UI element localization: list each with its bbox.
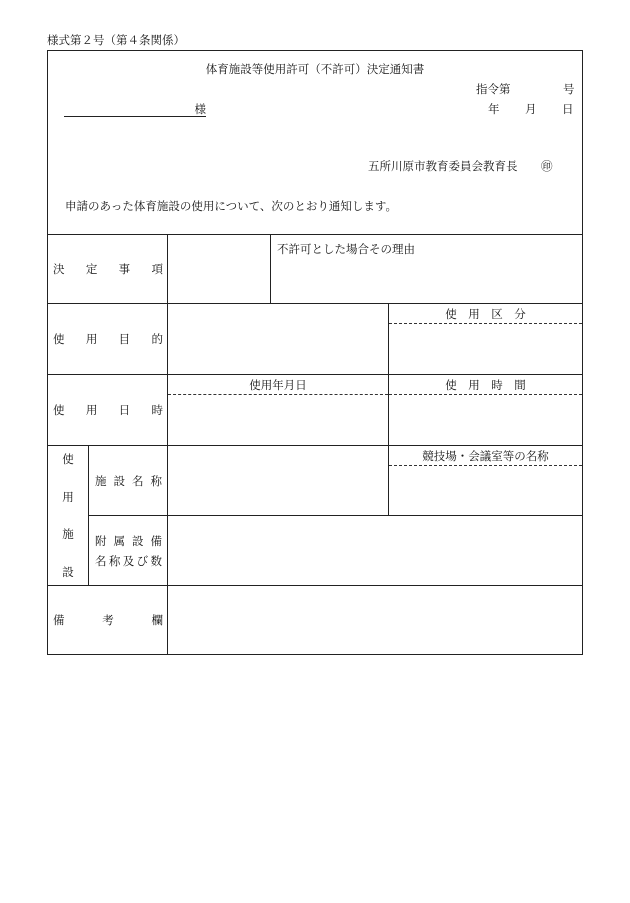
- facility-group-label-cell: [48, 445, 88, 585]
- facility-name-label-cell: [88, 445, 167, 515]
- usage-time-cell: [388, 374, 582, 445]
- order-number-prefix: 指令第: [476, 82, 511, 96]
- remarks-label: 備考欄: [53, 613, 201, 627]
- facility-name-label: 施設名称: [95, 473, 169, 488]
- facility-group-char: 用: [62, 489, 74, 504]
- seal-mark: ㊞: [541, 159, 553, 173]
- purpose-label: 使用目的: [53, 332, 185, 346]
- purpose-label-cell: [48, 303, 185, 374]
- notice-form: [47, 50, 583, 655]
- decision-label: 決定事項: [53, 262, 185, 276]
- equipment-label-cell: [88, 515, 167, 585]
- usage-time-header: 使 用 時 間: [389, 375, 582, 395]
- remarks-value-cell: [167, 585, 582, 654]
- addressee-line: [64, 102, 206, 117]
- form-title: 体育施設等使用許可（不許可）決定通知書: [205, 62, 425, 76]
- facility-group-char: 施: [62, 527, 74, 542]
- decision-label-cell: [48, 234, 185, 303]
- date-year-label: 年: [488, 102, 500, 116]
- facility-group-char: 設: [62, 564, 74, 579]
- purpose-value-cell: [167, 303, 388, 374]
- schedule-label-cell: [48, 374, 185, 445]
- facility-name-value-cell: [167, 445, 388, 515]
- equipment-label-line-1: 附属設備: [95, 533, 169, 548]
- addressee-honorific: 様: [194, 102, 206, 116]
- issuer-name: 五所川原市教育委員会教育長: [368, 159, 518, 173]
- remarks-label-cell: [48, 585, 201, 654]
- order-number-suffix: 号: [563, 82, 575, 96]
- date-day-label: 日: [562, 102, 574, 116]
- date-month-label: 月: [525, 102, 537, 116]
- decision-value-cell: [167, 234, 270, 303]
- venue-name-cell: [388, 445, 582, 515]
- rejection-reason-cell: [270, 234, 582, 303]
- facility-group-char: 使: [62, 452, 74, 466]
- usage-category-cell: [388, 303, 582, 374]
- equipment-value-cell: [167, 515, 582, 585]
- rejection-reason-header: 不許可とした場合その理由: [277, 242, 415, 256]
- usage-date-header: 使用年月日: [168, 375, 388, 395]
- schedule-label: 使用日時: [53, 403, 185, 417]
- form-number: 様式第２号（第４条関係）: [47, 33, 185, 47]
- usage-date-cell: [167, 374, 388, 445]
- usage-category-header: 使 用 区 分: [389, 304, 582, 324]
- intro-text: 申請のあった体育施設の使用について、次のとおり通知します。: [65, 199, 398, 213]
- venue-name-header: 競技場・会議室等の名称: [389, 446, 582, 466]
- equipment-label-line-2: 名称及び数: [95, 553, 165, 568]
